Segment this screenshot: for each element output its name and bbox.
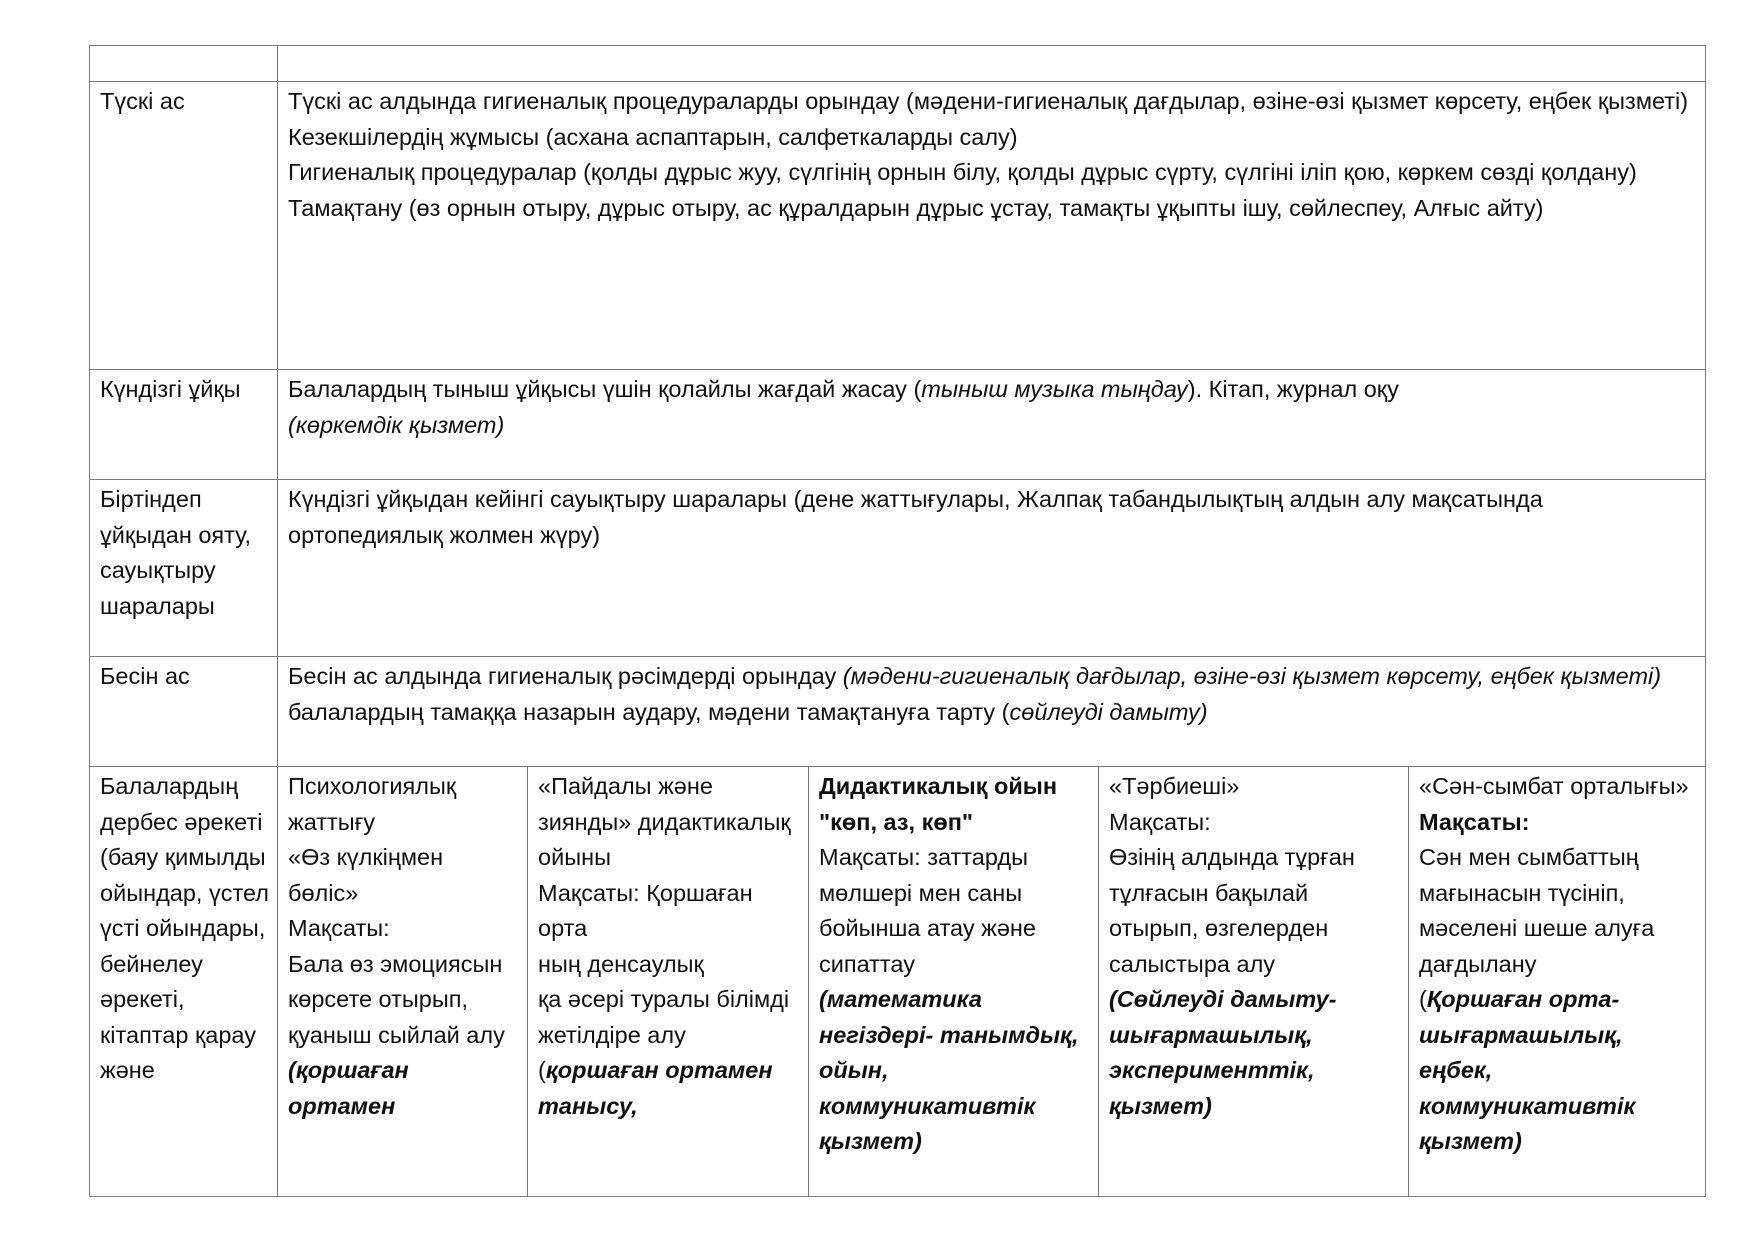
table-row-wake [90, 480, 1706, 657]
lunch-line-4: Тамақтану (өз орнын отыру, дұрыс отыру, ас құралдарын дұрыс ұстау, тамақты ұқыпты ішу, сөйлеспеу, Алғыс айту) [288, 194, 1544, 221]
daily-plan-table [89, 45, 1706, 1197]
empty-cell-content [278, 46, 1706, 82]
table-row-empty [90, 46, 1706, 82]
row-content-sleep: Балалардың тыныш ұйқысы үшін қолайлы жағдай жасау (тыныш музыка тыңдау). Кітап, журнал оқу (көркемдік қызмет) [278, 370, 1706, 480]
activity-cell-4: «Тәрбиеші» Мақсаты: Өзінің алдында тұрған тұлғасын бақылай отырып, өзгелерден салыстыра алу (Сөйлеуді дамыту- шығармашылық, эксперименттік, қызмет) [1099, 767, 1409, 1197]
row-label-wake: Біртіндеп ұйқыдан ояту, сауықтыру шаралары [90, 480, 278, 657]
lunch-line-3: Гигиеналық процедуралар (қолды дұрыс жуу, сүлгінің орнын білу, қолды дұрыс сүрту, сүлгіні іліп қою, көркем сөзді қолдану) [288, 159, 1637, 185]
row-label-snack: Бесін ас [90, 657, 278, 767]
lunch-line-1: Түскі ас алдында гигиеналық процедураларды орындау (мәдени-гигиеналық дағдылар, өзіне-өзі қызмет көрсету, еңбек қызметі) [288, 88, 1689, 114]
row-content-wake: Күндізгі ұйқыдан кейінгі сауықтыру шаралары (дене жаттығулары, Жалпақ табандылықтың алдын алу мақсатында ортопедиялық жолмен жүру) [278, 480, 1706, 657]
table-row-sleep [90, 370, 1706, 480]
table-row-lunch [90, 82, 1706, 370]
row-label-lunch: Түскі ас [90, 82, 278, 370]
activity-cell-1: Психологиялық жаттығу «Өз күлкіңмен бөліс» Мақсаты: Бала өз эмоциясын көрсете отырып, қуаныш сыйлай алу (қоршаған ортамен [278, 767, 528, 1197]
empty-cell-label [90, 46, 278, 82]
row-content-snack: Бесін ас алдында гигиеналық рәсімдерді орындау (мәдени-гигиеналық дағдылар, өзіне-өзі қызмет көрсету, еңбек қызметі) балалардың тамаққа назарын аудару, мәдени тамақтануға тарту (сөйлеуді дамыту) [278, 657, 1706, 767]
activity-cell-3: Дидактикалық ойын "көп, аз, көп" Мақсаты: заттарды мөлшері мен саны бойынша атау және сипаттау (математика негіздері- танымдық, ойын, коммуникативтік қызмет) [809, 767, 1099, 1197]
activity-cell-2: «Пайдалы және зиянды» дидактикалық ойыны Мақсаты: Қоршаған орта ның денсаулық қа әсері туралы білімді жетілдіре алу (қоршаған ортамен танысу, [528, 767, 809, 1197]
table-row-snack [90, 657, 1706, 767]
row-content-lunch [278, 82, 1706, 370]
table-row-free-activity [90, 767, 1706, 1197]
lunch-line-2: Кезекшілердің жұмысы (асхана аспаптарын, салфеткаларды салу) [288, 123, 1018, 150]
row-label-free-activity: Балалардың дербес әрекеті (баяу қимылды ойындар, үстел үсті ойындары, бейнелеу әрекеті, кітаптар қарау және [90, 767, 278, 1197]
activity-cell-5: «Сән-сымбат орталығы» Мақсаты: Сән мен сымбаттың мағынасын түсініп, мәселені шеше алуға дағдылану (Қоршаған орта- шығармашылық, еңбек, коммуникативтік қызмет) [1409, 767, 1706, 1197]
row-label-sleep: Күндізгі ұйқы [90, 370, 278, 480]
